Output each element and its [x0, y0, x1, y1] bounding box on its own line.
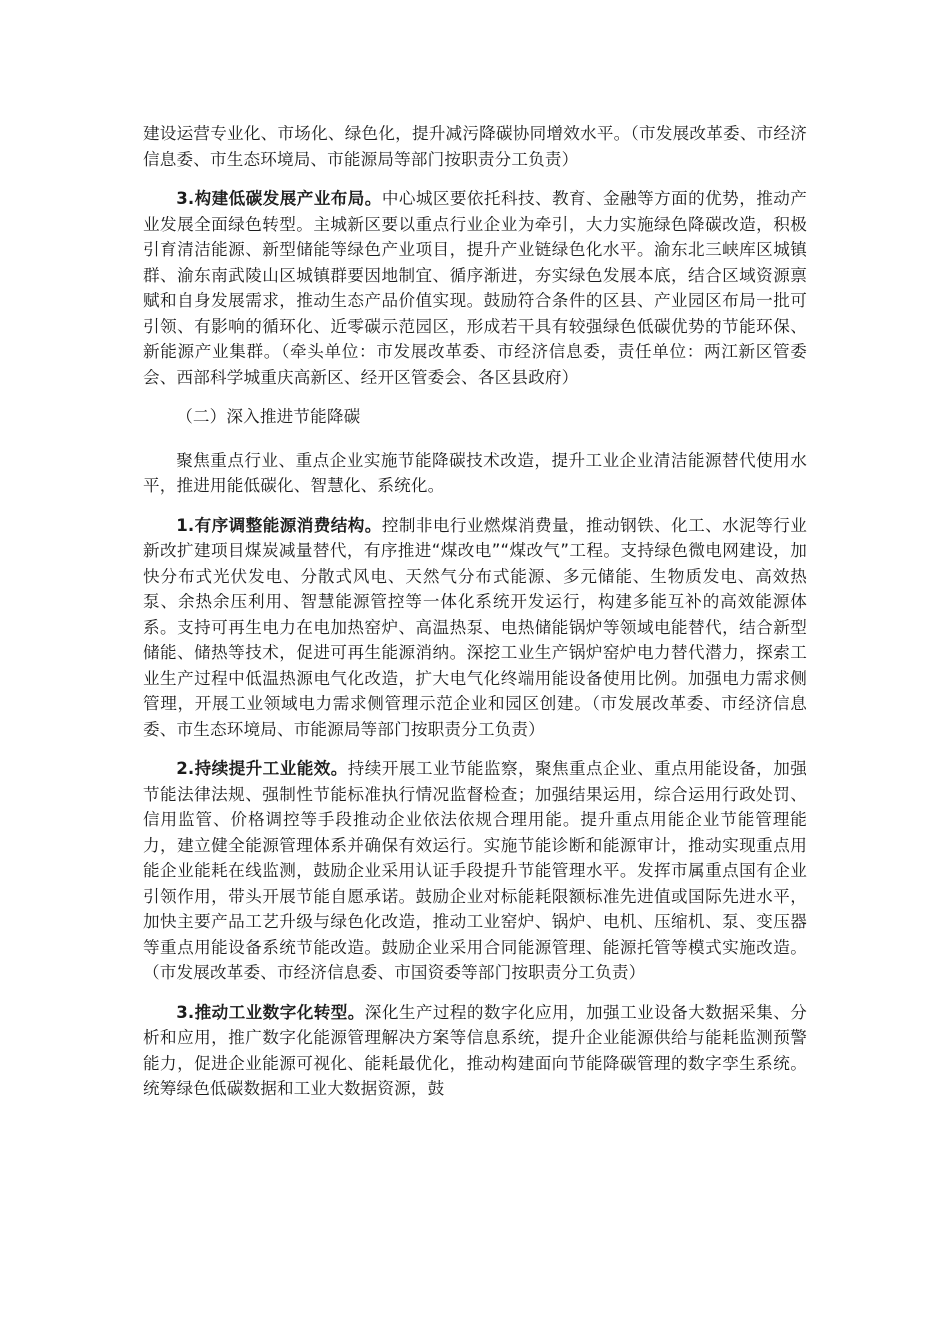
paragraph-energy-structure — [143, 513, 807, 743]
paragraph-industrial-layout — [143, 186, 807, 390]
paragraph-text: 建设运营专业化、市场化、绿色化，提升减污降碳协同增效水平。（市发展改革委、市经济信息委、市生态环境局、市能源局等部门按职责分工负责） — [143, 124, 807, 169]
paragraph-digital-transformation — [143, 1000, 807, 1102]
paragraph-text: 持续开展工业节能监察，聚焦重点企业、重点用能设备，加强节能法律法规、强制性节能标准执行情况监督检查；加强结果运用，综合运用行政处罚、信用监管、价格调控等手段推动企业依法依规合理用能。提升重点用能企业节能管理能力，建立健全能源管理体系并确保有效运行。实施节能诊断和能源审计，推动实现重点用能企业能耗在线监测，鼓励企业采用认证手段提升节能管理水平。发挥市属重点国有企业引领作用，带头开展节能自愿承诺。鼓励企业对标能耗限额标准先进值或国际先进水平，加快主要产品工艺升级与绿色化改造，推动工业窑炉、锅炉、电机、压缩机、泵、变压器等重点用能设备系统节能改造。鼓励企业采用合同能源管理、能源托管等模式实施改造。（市发展改革委、市经济信息委、市国资委等部门按职责分工负责） — [143, 759, 807, 982]
paragraph-continuation — [143, 121, 807, 172]
section-heading — [143, 404, 807, 430]
paragraph-energy-efficiency — [143, 756, 807, 986]
paragraph-text: 控制非电行业燃煤消费量，推动钢铁、化工、水泥等行业新改扩建项目煤炭减量替代，有序推进“煤改电”“煤改气”工程。支持绿色微电网建设，加快分布式光伏发电、分散式风电、天然气分布式能源、多元储能、生物质发电、高效热泵、余热余压利用、智慧能源管控等一体化系统开发运行，构建多能互补的高效能源体系。支持可再生电力在电加热窑炉、高温热泵、电热储能锅炉等领域电能替代，结合新型储能、储热等技术，促进可再生能源消纳。深挖工业生产锅炉窑炉电力替代潜力，探索工业生产过程中低温热源电气化改造，扩大电气化终端用能设备使用比例。加强电力需求侧管理，开展工业领域电力需求侧管理示范企业和园区创建。（市发展改革委、市经济信息委、市生态环境局、市能源局等部门按职责分工负责） — [143, 515, 807, 739]
paragraph-lead: 2.持续提升工业能效。 — [176, 759, 348, 778]
section-heading-text: （二）深入推进节能降碳 — [176, 407, 361, 426]
paragraph-text: 中心城区要依托科技、教育、金融等方面的优势，推动产业发展全面绿色转型。主城新区要以重点行业企业为牵引，大力实施绿色降碳改造，积极引育清洁能源、新型储能等绿色产业项目，提升产业链绿色化水平。渝东北三峡库区城镇群、渝东南武陵山区城镇群要因地制宜、循序渐进，夯实绿色发展本底，结合区域资源禀赋和自身发展需求，推动生态产品价值实现。鼓励符合条件的区县、产业园区布局一批可引领、有影响的循环化、近零碳示范园区，形成若干具有较强绿色低碳优势的节能环保、新能源产业集群。（牵头单位：市发展改革委、市经济信息委，责任单位：两江新区管委会、西部科学城重庆高新区、经开区管委会、各区县政府） — [143, 189, 807, 387]
paragraph-lead: 3.构建低碳发展产业布局。 — [176, 189, 382, 208]
document-body — [143, 121, 807, 1116]
paragraph-text: 聚焦重点行业、重点企业实施节能降碳技术改造，提升工业企业清洁能源替代使用水平，推进用能低碳化、智慧化、系统化。 — [143, 450, 807, 495]
paragraph-lead: 3.推动工业数字化转型。 — [176, 1002, 365, 1022]
paragraph-section-intro — [143, 448, 807, 499]
paragraph-text: 深化生产过程的数字化应用，加强工业设备大数据采集、分析和应用，推广数字化能源管理解决方案等信息系统，提升企业能源供给与能耗监测预警能力，促进企业能源可视化、能耗最优化，推动构建面向节能降碳管理的数字孪生系统。统筹绿色低碳数据和工业大数据资源，鼓 — [143, 1002, 807, 1098]
paragraph-lead: 1.有序调整能源消费结构。 — [176, 515, 382, 535]
